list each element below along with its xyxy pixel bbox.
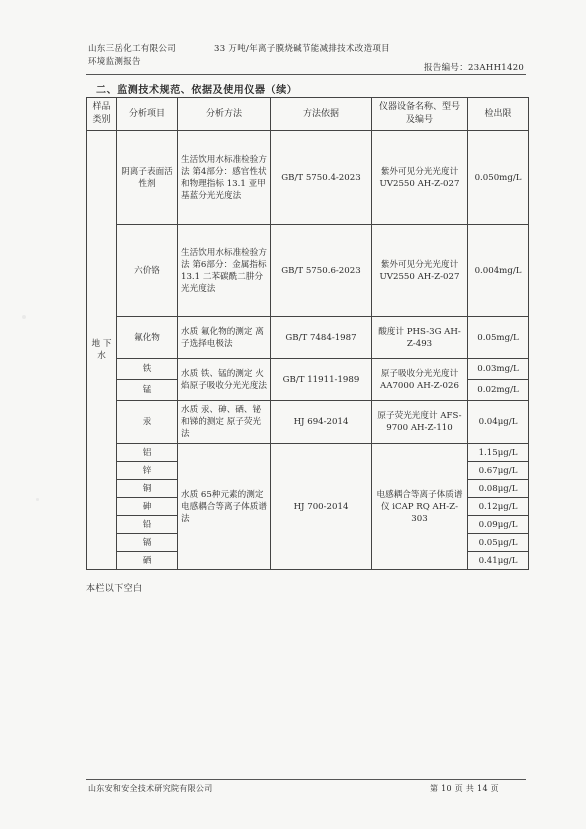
basis-cell: GB/T 11911-1989	[271, 359, 372, 401]
item-cell: 砷	[117, 498, 178, 516]
method-cell: 生活饮用水标准检验方法 第6部分：金属指标 13.1 二苯碳酰二肼分光光度法	[178, 225, 271, 317]
header-doc-type: 环境监测报告	[88, 57, 141, 67]
limit-cell: 1.15μg/L	[468, 444, 529, 462]
instrument-cell: 酸度计 PHS-3G AH-Z-493	[372, 317, 468, 359]
sample-category-cell: 地 下 水	[87, 131, 117, 570]
basis-cell: GB/T 7484-1987	[271, 317, 372, 359]
header-sample-category: 样品类别	[87, 98, 117, 131]
item-cell: 铜	[117, 480, 178, 498]
instrument-cell: 电感耦合等离子体质谱仪 iCAP RQ AH-Z-303	[372, 444, 468, 570]
header-project: 33 万吨/年离子膜烧碱节能减排技术改造项目	[214, 44, 390, 54]
instrument-cell: 紫外可见分光光度计 UV2550 AH-Z-027	[372, 225, 468, 317]
table-row	[87, 401, 529, 444]
item-cell: 铅	[117, 516, 178, 534]
footer-rule	[86, 779, 526, 780]
limit-cell: 0.050mg/L	[468, 131, 529, 225]
item-cell: 铝	[117, 444, 178, 462]
limit-cell: 0.41μg/L	[468, 552, 529, 570]
header-company: 山东三岳化工有限公司	[88, 44, 177, 54]
limit-cell: 0.05μg/L	[468, 534, 529, 552]
method-cell: 生活饮用水标准检验方法 第4部分：感官性状和物理指标 13.1 亚甲基蓝分光光度法	[178, 131, 271, 225]
paper-stain	[36, 498, 39, 501]
header-method: 分析方法	[178, 98, 271, 131]
item-cell: 阴离子表面活性剂	[117, 131, 178, 225]
basis-cell: GB/T 5750.4-2023	[271, 131, 372, 225]
basis-cell: GB/T 5750.6-2023	[271, 225, 372, 317]
limit-cell: 0.08μg/L	[468, 480, 529, 498]
header-report-no: 报告编号：23AHH1420	[424, 63, 525, 73]
item-cell: 氟化物	[117, 317, 178, 359]
table-row	[87, 359, 529, 380]
method-cell: 水质 铁、锰的测定 火焰原子吸收分光光度法	[178, 359, 271, 401]
instrument-cell: 原子荧光光度计 AFS-9700 AH-Z-110	[372, 401, 468, 444]
basis-cell: HJ 694-2014	[271, 401, 372, 444]
section-title: 二、监测技术规范、依据及使用仪器（续）	[96, 85, 298, 96]
header-limit: 检出限	[468, 98, 529, 131]
table-row	[87, 131, 529, 225]
item-cell: 汞	[117, 401, 178, 444]
basis-cell: HJ 700-2014	[271, 444, 372, 570]
limit-cell: 0.04μg/L	[468, 401, 529, 444]
header-item: 分析项目	[117, 98, 178, 131]
limit-cell: 0.05mg/L	[468, 317, 529, 359]
method-cell: 水质 汞、砷、硒、铋和锑的测定 原子荧光法	[178, 401, 271, 444]
header-instrument: 仪器设备名称、型号及编号	[372, 98, 468, 131]
footer-page-number: 第 10 页 共 14 页	[430, 784, 499, 793]
item-cell: 锌	[117, 462, 178, 480]
monitoring-spec-table	[86, 97, 529, 570]
limit-cell: 0.03mg/L	[468, 359, 529, 380]
table-row	[87, 317, 529, 359]
instrument-cell: 紫外可见分光光度计 UV2550 AH-Z-027	[372, 131, 468, 225]
paper-stain	[22, 315, 26, 319]
footer-institute: 山东安和安全技术研究院有限公司	[88, 784, 213, 793]
item-cell: 锰	[117, 380, 178, 401]
item-cell: 六价铬	[117, 225, 178, 317]
limit-cell: 0.12μg/L	[468, 498, 529, 516]
table-header-row	[87, 98, 529, 131]
limit-cell: 0.004mg/L	[468, 225, 529, 317]
blank-below-note: 本栏以下空白	[86, 584, 143, 594]
table-row	[87, 444, 529, 462]
method-cell: 水质 65种元素的测定 电感耦合等离子体质谱法	[178, 444, 271, 570]
limit-cell: 0.67μg/L	[468, 462, 529, 480]
item-cell: 镉	[117, 534, 178, 552]
table-row	[87, 225, 529, 317]
limit-cell: 0.02mg/L	[468, 380, 529, 401]
limit-cell: 0.09μg/L	[468, 516, 529, 534]
header-basis: 方法依据	[271, 98, 372, 131]
header-rule	[86, 74, 526, 75]
method-cell: 水质 氟化物的测定 离子选择电极法	[178, 317, 271, 359]
instrument-cell: 原子吸收分光光度计 AA7000 AH-Z-026	[372, 359, 468, 401]
item-cell: 硒	[117, 552, 178, 570]
item-cell: 铁	[117, 359, 178, 380]
